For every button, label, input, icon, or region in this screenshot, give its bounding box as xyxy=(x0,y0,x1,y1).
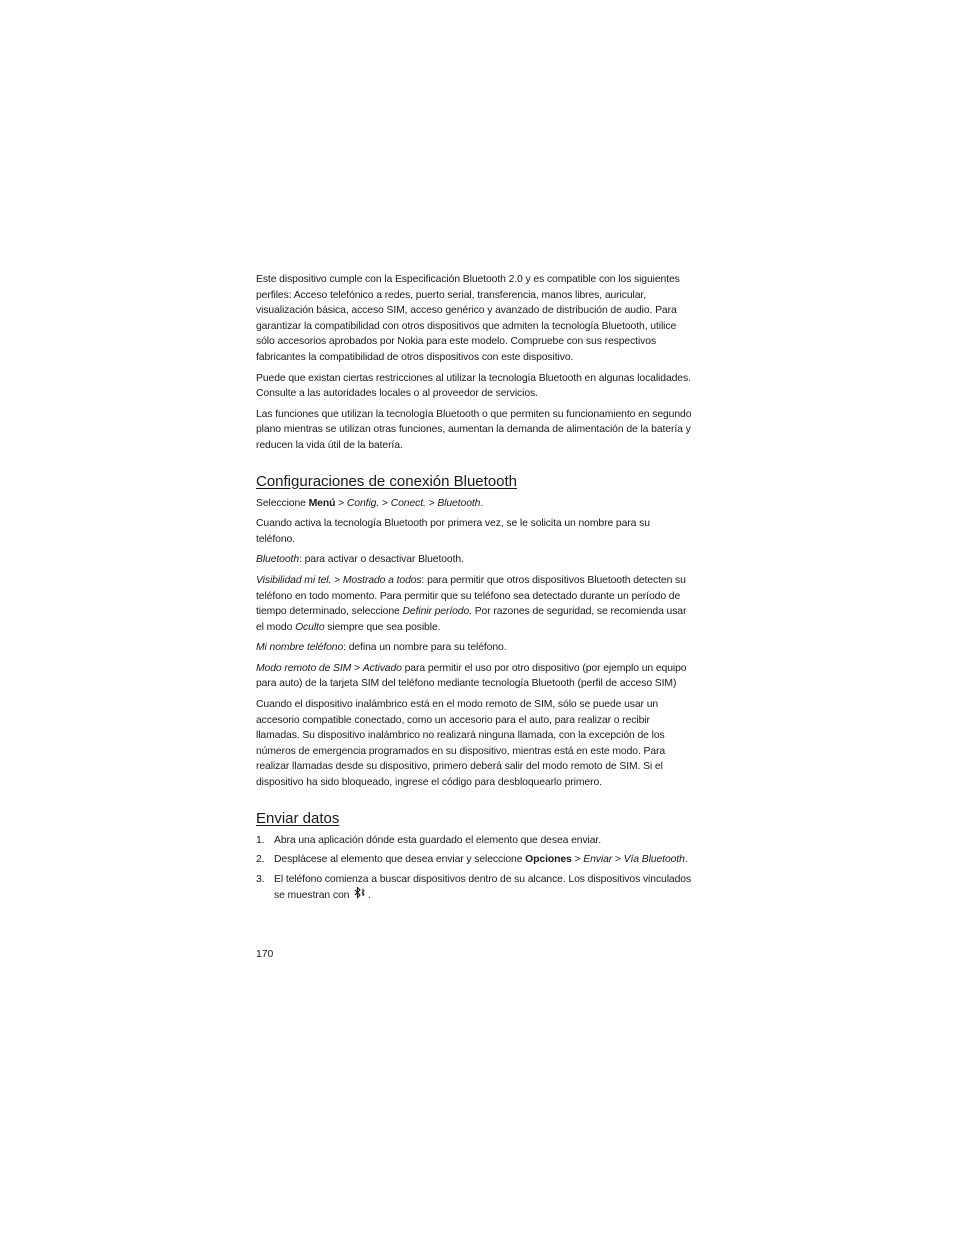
menu-path-prefix: Seleccione xyxy=(256,497,309,509)
step-end: . xyxy=(684,854,688,866)
visibility-text-2: . Por razones de seguridad, se recomienda usar el modo xyxy=(256,606,687,633)
section-heading-send-data: Enviar datos xyxy=(256,809,340,827)
sim-remote-note: Cuando el dispositivo inalámbrico está en el modo remoto de SIM, sólo se puede usar un accesorio compatible conectado, como un accesorio para el auto, para realizar o recibir llamadas. Su dispositivo inalámbrico no realizará ninguna llamada, con la excepción de los números de emergencia programados en su dispositivo, mientras está en este modo. Para realizar llamadas desde su dispositivo, primero deberá salir del modo remoto de SIM. Si el dispositivo ha sido bloqueado, ingrese el código para desbloquearlo primero. xyxy=(256,699,666,789)
step-via-bluetooth-term: Vía Bluetooth xyxy=(623,854,685,866)
first-use-paragraph: Cuando activa la tecnología Bluetooth por primera vez, se le solicita un nombre para su teléfono. xyxy=(256,518,650,545)
menu-path xyxy=(256,496,696,512)
step-separator: > xyxy=(571,854,584,866)
sim-remote-option xyxy=(256,661,696,692)
sim-remote-activated-term: Activado xyxy=(362,662,402,674)
visibility-separator: > xyxy=(331,574,343,586)
list-item xyxy=(256,833,696,849)
step-end: . xyxy=(368,890,371,902)
step-options-term: Opciones xyxy=(525,854,572,866)
step-text: El teléfono comienza a buscar dispositivos dentro de su alcance. Los dispositivos vinculados se muestran con xyxy=(274,873,692,902)
sim-remote-text: para permitir el uso por otro dispositivo (por ejemplo un equipo para auto) de la tarjeta SIM del teléfono mediante tecnología Bluetooth (perfil de acceso SIM) xyxy=(256,662,687,690)
menu-path-separator: > xyxy=(425,497,438,509)
step-number: 2. xyxy=(256,854,265,866)
step-text: Desplácese al elemento que desea enviar y seleccione xyxy=(274,854,526,866)
bluetooth-paired-icon xyxy=(354,887,368,899)
step-number: 1. xyxy=(256,834,265,846)
menu-path-config: Config. xyxy=(346,497,380,509)
list-item xyxy=(256,872,696,904)
send-data-steps xyxy=(256,833,696,904)
step-separator: > xyxy=(612,854,624,866)
menu-path-conect: Conect. xyxy=(390,497,426,509)
sim-remote-term: Modo remoto de SIM xyxy=(256,662,352,674)
visibility-hidden-term: Oculto xyxy=(295,621,325,633)
visibility-shown-term: Mostrado a todos xyxy=(342,574,422,586)
visibility-period-term: Definir período xyxy=(402,606,470,618)
phone-name-term: Mi nombre teléfono xyxy=(256,642,344,654)
menu-path-end: . xyxy=(480,497,484,509)
document-page xyxy=(256,272,696,908)
step-number: 3. xyxy=(256,873,265,885)
menu-path-bluetooth: Bluetooth xyxy=(437,497,481,509)
visibility-text-3: siempre que sea posible. xyxy=(324,621,441,633)
phone-name-text: : defina un nombre para su teléfono. xyxy=(343,642,507,654)
intro-paragraph-1: Este dispositivo cumple con la Especificación Bluetooth 2.0 y es compatible con los siguientes perfiles: Acceso telefónico a redes, puerto serial, transferencia, manos libres, auricular, visualización básica, acceso SIM, acceso genérico y avanzado de distribución de audio. Para garantizar la compatibilidad con otros dispositivos que admiten la tecnología Bluetooth, utilice sólo accesorios aprobados por Nokia para este modelo. Compruebe con sus respectivos fabricantes la compatibilidad de otros dispositivos con este dispositivo. xyxy=(256,274,680,363)
menu-path-separator: > xyxy=(379,497,391,509)
sim-remote-separator: > xyxy=(351,662,363,674)
menu-path-separator: > xyxy=(335,497,347,509)
bluetooth-option xyxy=(256,552,696,568)
intro-paragraph-2: Puede que existan ciertas restricciones al utilizar la tecnología Bluetooth en algunas localidades. Consulte a las autoridades locales o al proveedor de servicios. xyxy=(256,372,691,400)
page-number: 170 xyxy=(256,949,274,960)
step-text: Abra una aplicación dónde esta guardado el elemento que desea enviar. xyxy=(274,834,602,846)
visibility-term: Visibilidad mi tel. xyxy=(256,574,332,586)
section-heading-bluetooth-settings: Configuraciones de conexión Bluetooth xyxy=(256,472,518,490)
intro-paragraph-3: Las funciones que utilizan la tecnología Bluetooth o que permiten su funcionamiento en segundo plano mientras se utilizan otras funciones, aumentan la demanda de alimentación de la batería y reducen la vida útil de la batería. xyxy=(256,408,692,451)
phone-name-option xyxy=(256,640,696,656)
visibility-option xyxy=(256,573,696,635)
step-send-term: Enviar xyxy=(583,854,613,866)
bluetooth-option-text: : para activar o desactivar Bluetooth. xyxy=(299,554,464,566)
menu-path-menu: Menú xyxy=(308,497,336,509)
list-item xyxy=(256,852,696,868)
bluetooth-option-term: Bluetooth xyxy=(256,554,300,566)
visibility-text-1: : para permitir que otros dispositivos Bluetooth detecten su teléfono en todo momento. Para permitir que su teléfono sea detectado durante un período de tiempo determinado, seleccione xyxy=(256,574,686,618)
